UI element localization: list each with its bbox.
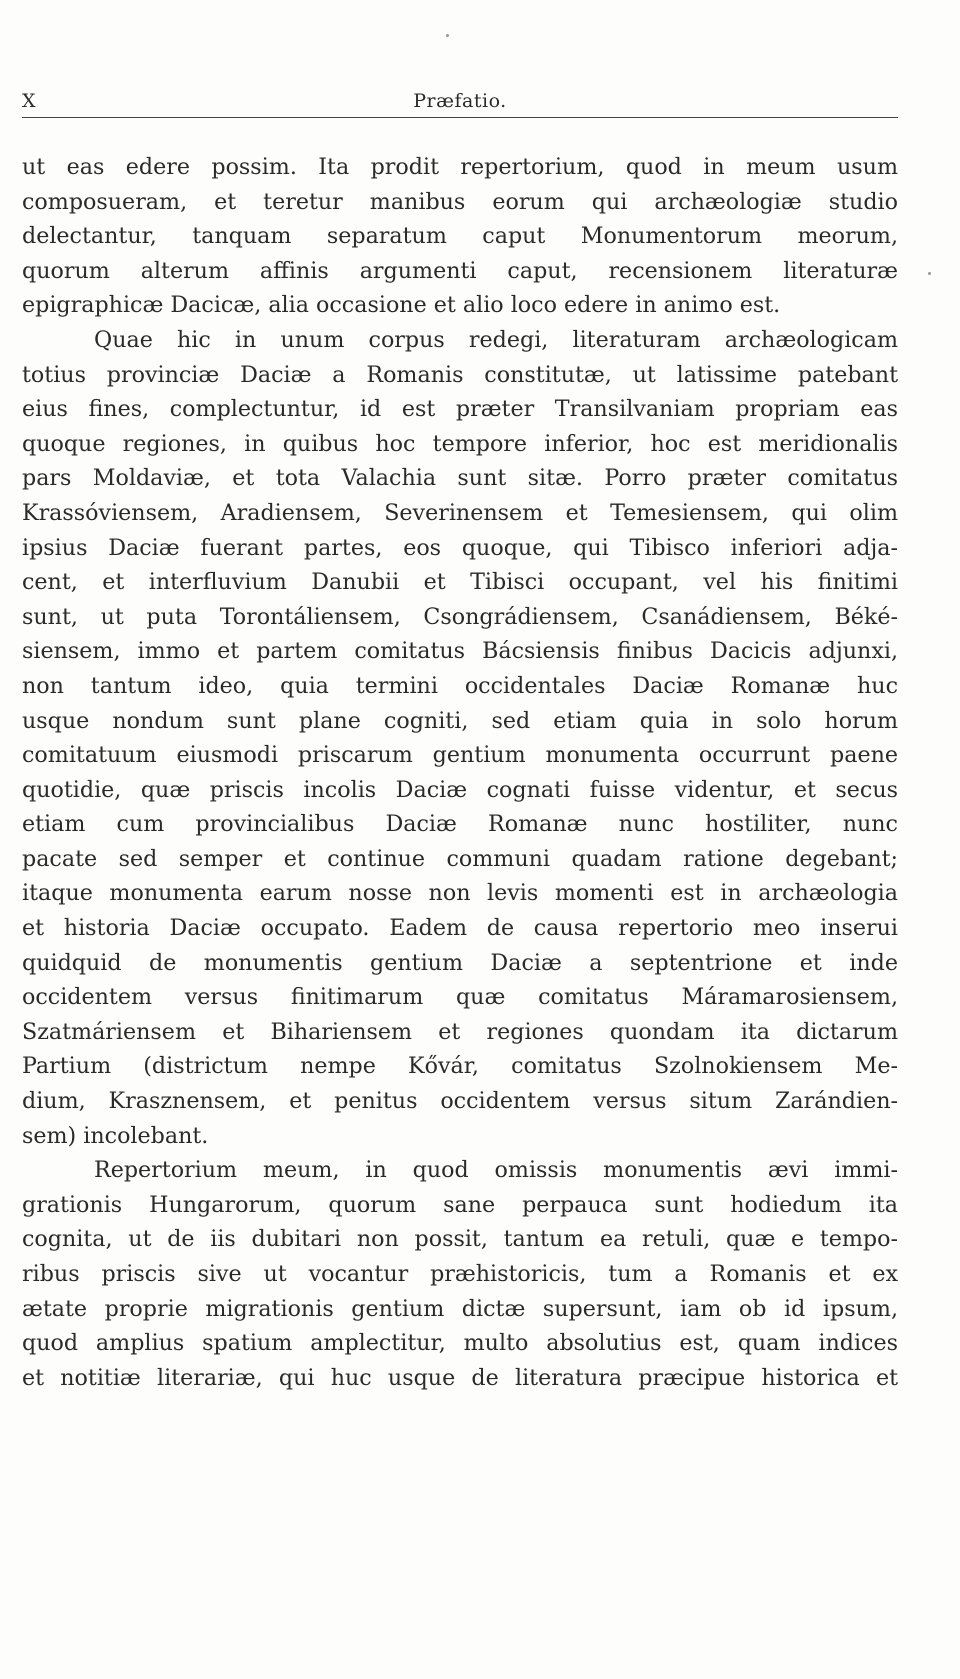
text-line: ipsius Daciæ fuerant partes, eos quoque, qui Tibisco inferiori adja- xyxy=(22,534,898,561)
scan-speck xyxy=(446,34,449,37)
text-line: cent, et interfluvium Danubii et Tibisci occupant, vel his finitimi xyxy=(22,569,898,596)
text-line: Krassóviensem, Aradiensem, Severinensem et Temesiensem, qui olim xyxy=(22,499,898,526)
text-line: ribus priscis sive ut vocantur præhistoricis, tum a Romanis et ex xyxy=(22,1261,898,1287)
text-line: Partium (districtum nempe Kővár, comitatus Szolnokiensem Me- xyxy=(22,1053,898,1080)
text-line: composueram, et teretur manibus eorum qui archæologiæ studio xyxy=(22,188,898,215)
text-line: non tantum ideo, quia termini occidentales Daciæ Romanæ huc xyxy=(22,672,898,699)
text-line: ætate proprie migrationis gentium dictæ supersunt, iam ob id ipsum, xyxy=(22,1295,898,1322)
text-line: quidquid de monumentis gentium Daciæ a septentrione et inde xyxy=(22,949,898,976)
text-line: quotidie, quæ priscis incolis Daciæ cognati fuisse videntur, et secus xyxy=(22,776,898,803)
text-line: cognita, ut de iis dubitari non possit, tantum ea retuli, quæ e tempo- xyxy=(22,1226,898,1253)
text-line: quod amplius spatium amplectitur, multo absolutius est, quam indices xyxy=(22,1330,898,1357)
scan-speck xyxy=(928,272,931,275)
text-line: grationis Hungarorum, quorum sane perpauca sunt hodiedum ita xyxy=(22,1191,898,1218)
text-line: sunt, ut puta Torontáliensem, Csongrádiensem, Csanádiensem, Béké- xyxy=(22,603,898,630)
text-line: quorum alterum affinis argumenti caput, recensionem literaturæ xyxy=(22,257,898,284)
text-line: pars Moldaviæ, et tota Valachia sunt sitæ. Porro præter comitatus xyxy=(22,465,898,492)
running-title: Præfatio. xyxy=(413,90,507,112)
body-text xyxy=(22,150,898,1395)
paragraph xyxy=(22,150,898,323)
header-rule xyxy=(22,117,898,118)
paragraph xyxy=(22,323,898,1153)
text-line: ut eas edere possim. Ita prodit repertorium, quod in meum usum xyxy=(22,154,898,180)
text-line: quoque regiones, in quibus hoc tempore inferior, hoc est meridionalis xyxy=(22,430,898,457)
text-line: et historia Daciæ occupato. Eadem de causa repertorio meo inserui xyxy=(22,915,898,942)
text-line: epigraphicæ Dacicæ, alia occasione et alio loco edere in animo est. xyxy=(22,292,781,319)
text-line: dium, Krasznensem, et penitus occidentem versus situm Zarándien- xyxy=(22,1088,898,1115)
text-line: etiam cum provincialibus Daciæ Romanæ nunc hostiliter, nunc xyxy=(22,811,898,838)
text-line: totius provinciæ Daciæ a Romanis constitutæ, ut latissime patebant xyxy=(22,361,898,388)
text-line: Szatmáriensem et Bihariensem et regiones quondam ita dictarum xyxy=(22,1018,898,1045)
text-line: Quae hic in unum corpus redegi, literaturam archæologicam xyxy=(94,326,898,353)
text-line: delectantur, tanquam separatum caput Monumentorum meorum, xyxy=(22,223,898,250)
paragraph xyxy=(22,1153,898,1395)
text-line: Repertorium meum, in quod omissis monumentis ævi immi- xyxy=(94,1157,898,1184)
text-line: eius fines, complectuntur, id est præter Transilvaniam propriam eas xyxy=(22,396,898,423)
text-line: siensem, immo et partem comitatus Bácsiensis finibus Dacicis adjunxi, xyxy=(22,638,898,665)
page-header xyxy=(22,90,898,118)
text-line: pacate sed semper et continue communi quadam ratione degebant; xyxy=(22,845,898,872)
text-line: sem) incolebant. xyxy=(22,1122,209,1149)
page-number: X xyxy=(22,90,37,112)
text-line: occidentem versus finitimarum quæ comitatus Máramarosiensem, xyxy=(22,984,898,1011)
text-line: usque nondum sunt plane cogniti, sed etiam quia in solo horum xyxy=(22,707,898,734)
text-line: comitatuum eiusmodi priscarum gentium monumenta occurrunt paene xyxy=(22,742,898,769)
text-line: itaque monumenta earum nosse non levis momenti est in archæologia xyxy=(22,880,898,907)
text-line: et notitiæ literariæ, qui huc usque de literatura præcipue historica et xyxy=(22,1364,898,1391)
